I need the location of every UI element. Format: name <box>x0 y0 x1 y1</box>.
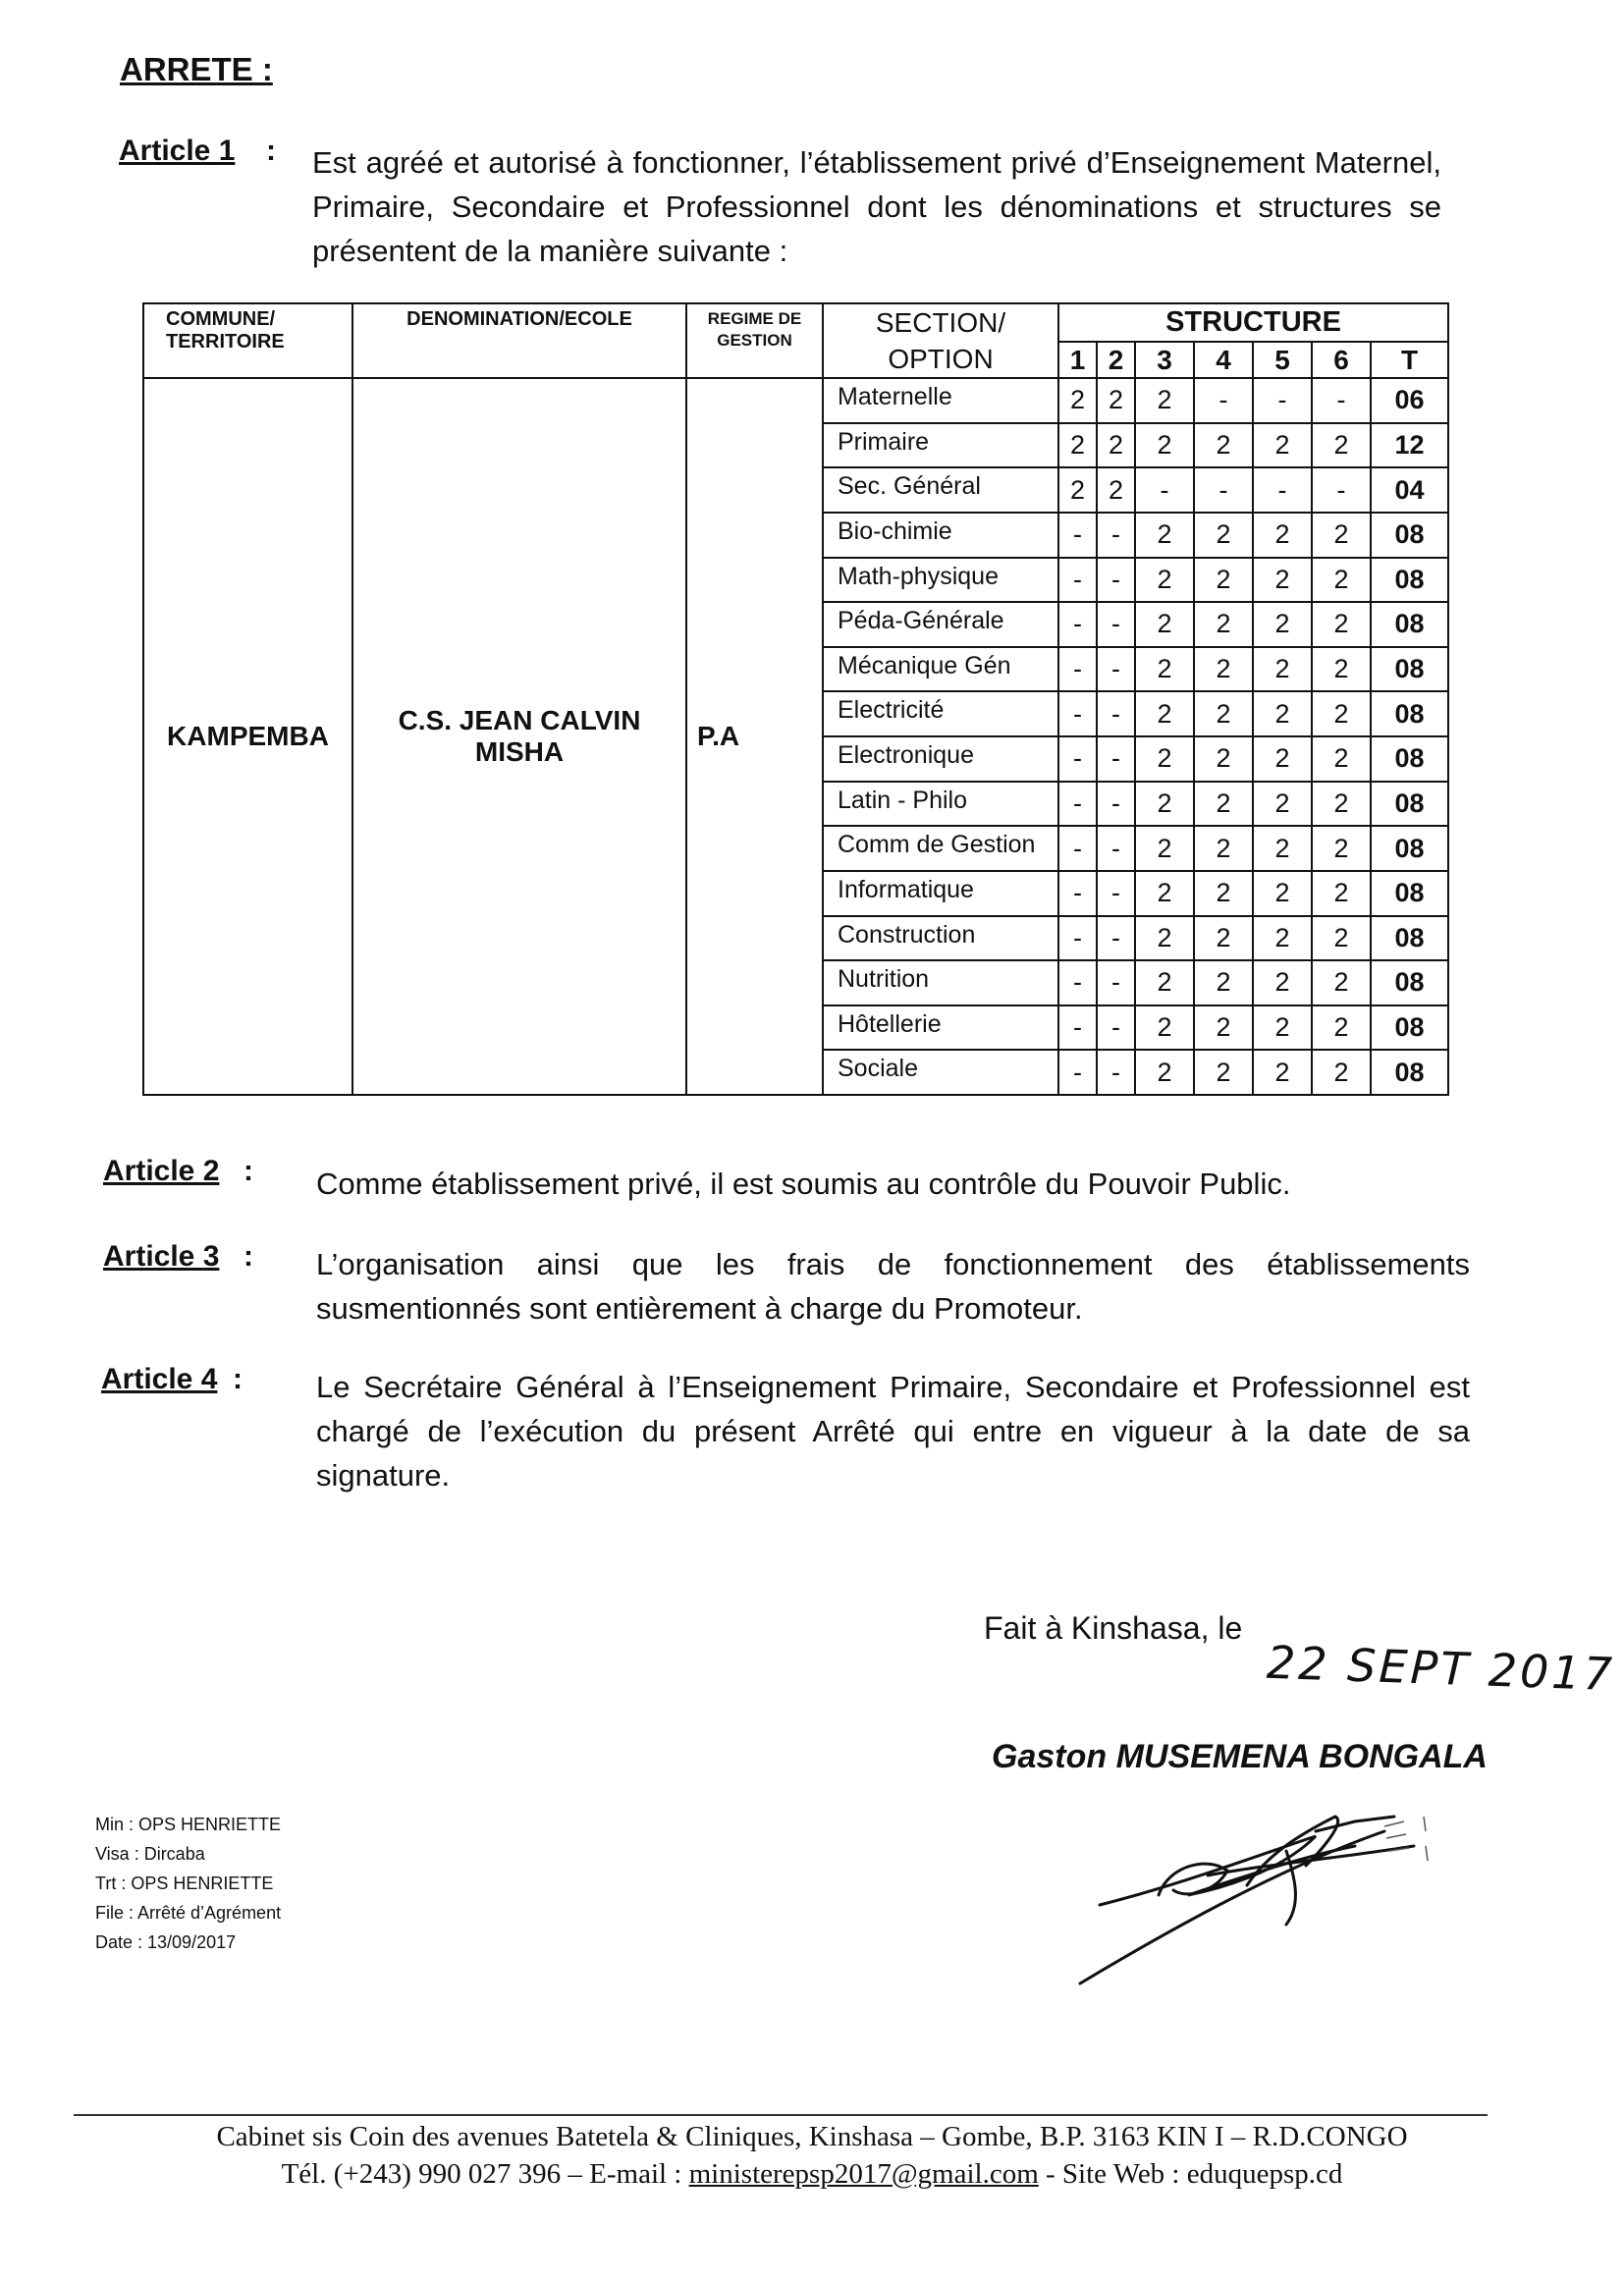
cell-level-1: - <box>1058 826 1097 871</box>
header-level-3: 3 <box>1135 342 1194 378</box>
cell-option: Bio-chimie <box>823 513 1058 558</box>
cell-option: Péda-Générale <box>823 602 1058 647</box>
article-3-text: L’organisation ainsi que les frais de fonctionnement des établissements susmentionnés sont entièrement à charge du Promoteur. <box>316 1247 1470 1326</box>
article-2-label: Article 2 <box>103 1155 220 1187</box>
cell-total: 08 <box>1371 691 1448 736</box>
header-denomination: DENOMINATION/ECOLE <box>352 303 686 378</box>
cell-level-4: 2 <box>1194 826 1253 871</box>
cell-level-1: - <box>1058 602 1097 647</box>
cell-total: 08 <box>1371 558 1448 603</box>
cell-regime: P.A <box>686 378 823 1095</box>
cell-total: 04 <box>1371 467 1448 513</box>
cell-total: 08 <box>1371 871 1448 916</box>
cell-level-2: - <box>1097 513 1135 558</box>
article-2-colon: : <box>244 1155 253 1187</box>
structure-table-body <box>143 378 1448 1095</box>
cell-total: 08 <box>1371 826 1448 871</box>
cell-level-3: 2 <box>1135 826 1194 871</box>
cell-level-5: 2 <box>1253 916 1312 961</box>
cell-level-5: - <box>1253 467 1312 513</box>
cell-level-2: - <box>1097 647 1135 692</box>
cell-option: Electronique <box>823 736 1058 782</box>
decree-heading: ARRETE : <box>120 51 273 87</box>
cell-total: 08 <box>1371 602 1448 647</box>
footer-contact <box>0 2158 1624 2191</box>
cell-level-6: 2 <box>1312 558 1371 603</box>
header-section-option: SECTION/ OPTION <box>823 303 1058 378</box>
cell-option: Mécanique Gén <box>823 647 1058 692</box>
table-row <box>143 378 1448 423</box>
cell-level-1: - <box>1058 513 1097 558</box>
cell-option: Construction <box>823 916 1058 961</box>
cell-level-4: 2 <box>1194 736 1253 782</box>
cell-level-6: 2 <box>1312 916 1371 961</box>
cell-level-1: - <box>1058 1005 1097 1051</box>
cell-level-4: 2 <box>1194 647 1253 692</box>
cell-level-2: 2 <box>1097 423 1135 468</box>
header-total: T <box>1371 342 1448 378</box>
cell-total: 08 <box>1371 782 1448 827</box>
cell-level-1: - <box>1058 647 1097 692</box>
cell-level-2: - <box>1097 782 1135 827</box>
article-2-text: Comme établissement privé, il est soumis au contrôle du Pouvoir Public. <box>316 1167 1291 1201</box>
cell-level-2: - <box>1097 558 1135 603</box>
cell-total: 08 <box>1371 647 1448 692</box>
footer-address: Cabinet sis Coin des avenues Batetela & Cliniques, Kinshasa – Gombe, B.P. 3163 KIN I – R.D.CONGO <box>216 2121 1408 2152</box>
cell-level-2: 2 <box>1097 467 1135 513</box>
cell-level-4: - <box>1194 467 1253 513</box>
cell-level-6: 2 <box>1312 691 1371 736</box>
cell-level-4: 2 <box>1194 691 1253 736</box>
cell-total: 12 <box>1371 423 1448 468</box>
cell-level-2: 2 <box>1097 378 1135 423</box>
cell-level-1: - <box>1058 960 1097 1005</box>
cell-level-3: 2 <box>1135 378 1194 423</box>
ref-visa: Visa : Dircaba <box>95 1844 205 1864</box>
cell-level-6: 2 <box>1312 960 1371 1005</box>
footer-email-link[interactable]: ministerepsp2017@gmail.com <box>688 2158 1039 2190</box>
cell-level-2: - <box>1097 736 1135 782</box>
cell-level-6: 2 <box>1312 602 1371 647</box>
cell-level-3: 2 <box>1135 558 1194 603</box>
article-4-colon: : <box>233 1363 243 1395</box>
footer-rule <box>74 2114 1488 2116</box>
cell-total: 08 <box>1371 513 1448 558</box>
cell-level-2: - <box>1097 1050 1135 1095</box>
cell-level-3: 2 <box>1135 691 1194 736</box>
ref-trt: Trt : OPS HENRIETTE <box>95 1874 274 1893</box>
header-level-5: 5 <box>1253 342 1312 378</box>
signature-place: Fait à Kinshasa, le <box>984 1610 1243 1646</box>
document-references <box>95 1810 281 1957</box>
cell-option: Electricité <box>823 691 1058 736</box>
cell-level-1: - <box>1058 871 1097 916</box>
cell-level-3: 2 <box>1135 423 1194 468</box>
cell-option: Math-physique <box>823 558 1058 603</box>
cell-level-3: 2 <box>1135 602 1194 647</box>
cell-option: Hôtellerie <box>823 1005 1058 1051</box>
cell-option: Nutrition <box>823 960 1058 1005</box>
cell-level-5: 2 <box>1253 1050 1312 1095</box>
article-4-text: Le Secrétaire Général à l’Enseignement Primaire, Secondaire et Professionnel est chargé de l’exécution du présent Arrêté qui entre en vigueur à la date de sa signature. <box>316 1370 1470 1493</box>
header-structure: STRUCTURE <box>1058 303 1448 342</box>
signer-name: Gaston MUSEMENA BONGALA <box>992 1738 1488 1775</box>
cell-option: Latin - Philo <box>823 782 1058 827</box>
cell-level-2: - <box>1097 871 1135 916</box>
cell-level-5: 2 <box>1253 871 1312 916</box>
cell-total: 08 <box>1371 916 1448 961</box>
cell-total: 08 <box>1371 1050 1448 1095</box>
cell-level-1: - <box>1058 736 1097 782</box>
cell-total: 06 <box>1371 378 1448 423</box>
header-level-1: 1 <box>1058 342 1097 378</box>
cell-level-3: - <box>1135 467 1194 513</box>
cell-level-6: 2 <box>1312 736 1371 782</box>
cell-level-2: - <box>1097 916 1135 961</box>
cell-level-2: - <box>1097 1005 1135 1051</box>
cell-level-5: 2 <box>1253 602 1312 647</box>
cell-level-6: - <box>1312 467 1371 513</box>
cell-level-1: 2 <box>1058 467 1097 513</box>
cell-level-4: 2 <box>1194 960 1253 1005</box>
cell-level-3: 2 <box>1135 647 1194 692</box>
cell-level-5: 2 <box>1253 960 1312 1005</box>
cell-level-6: 2 <box>1312 782 1371 827</box>
cell-total: 08 <box>1371 1005 1448 1051</box>
cell-level-1: - <box>1058 691 1097 736</box>
cell-level-3: 2 <box>1135 736 1194 782</box>
cell-option: Informatique <box>823 871 1058 916</box>
header-level-4: 4 <box>1194 342 1253 378</box>
cell-total: 08 <box>1371 736 1448 782</box>
cell-level-6: 2 <box>1312 647 1371 692</box>
cell-option: Maternelle <box>823 378 1058 423</box>
cell-level-5: 2 <box>1253 647 1312 692</box>
cell-level-3: 2 <box>1135 782 1194 827</box>
article-1-colon: : <box>266 135 276 167</box>
header-regime: REGIME DE GESTION <box>686 303 823 378</box>
cell-level-5: 2 <box>1253 826 1312 871</box>
cell-level-4: 2 <box>1194 782 1253 827</box>
cell-level-5: 2 <box>1253 736 1312 782</box>
cell-level-3: 2 <box>1135 1050 1194 1095</box>
cell-option: Primaire <box>823 423 1058 468</box>
cell-level-4: 2 <box>1194 602 1253 647</box>
cell-level-3: 2 <box>1135 871 1194 916</box>
signature-date-stamp: 22 SEPT 2017 <box>1266 1635 1616 1702</box>
cell-level-5: 2 <box>1253 513 1312 558</box>
cell-level-5: 2 <box>1253 423 1312 468</box>
cell-level-1: 2 <box>1058 378 1097 423</box>
cell-level-6: 2 <box>1312 871 1371 916</box>
cell-level-6: 2 <box>1312 1050 1371 1095</box>
cell-level-1: - <box>1058 558 1097 603</box>
cell-level-2: - <box>1097 960 1135 1005</box>
cell-level-1: - <box>1058 1050 1097 1095</box>
cell-level-6: 2 <box>1312 423 1371 468</box>
cell-level-1: - <box>1058 782 1097 827</box>
cell-level-4: 2 <box>1194 558 1253 603</box>
cell-level-4: 2 <box>1194 916 1253 961</box>
structure-table <box>142 302 1449 1096</box>
cell-level-4: 2 <box>1194 871 1253 916</box>
cell-level-2: - <box>1097 691 1135 736</box>
header-level-6: 6 <box>1312 342 1371 378</box>
cell-level-5: 2 <box>1253 558 1312 603</box>
cell-level-4: 2 <box>1194 423 1253 468</box>
footer-site: - Site Web : eduquepsp.cd <box>1046 2158 1343 2190</box>
handwritten-signature <box>1060 1777 1453 1993</box>
article-4-label: Article 4 <box>101 1363 218 1395</box>
cell-level-4: 2 <box>1194 1050 1253 1095</box>
header-commune: COMMUNE/ TERRITOIRE <box>143 303 352 378</box>
cell-level-6: 2 <box>1312 1005 1371 1051</box>
cell-level-4: 2 <box>1194 1005 1253 1051</box>
header-level-2: 2 <box>1097 342 1135 378</box>
cell-level-2: - <box>1097 602 1135 647</box>
cell-commune: KAMPEMBA <box>143 378 352 1095</box>
cell-denomination: C.S. JEAN CALVIN MISHA <box>352 378 686 1095</box>
cell-option: Comm de Gestion <box>823 826 1058 871</box>
ref-min: Min : OPS HENRIETTE <box>95 1815 282 1834</box>
cell-level-4: - <box>1194 378 1253 423</box>
cell-level-5: - <box>1253 378 1312 423</box>
cell-level-5: 2 <box>1253 782 1312 827</box>
article-3-colon: : <box>244 1240 253 1273</box>
cell-total: 08 <box>1371 960 1448 1005</box>
cell-level-3: 2 <box>1135 960 1194 1005</box>
cell-level-6: 2 <box>1312 513 1371 558</box>
cell-level-3: 2 <box>1135 916 1194 961</box>
cell-level-6: - <box>1312 378 1371 423</box>
cell-level-5: 2 <box>1253 1005 1312 1051</box>
ref-date: Date : 13/09/2017 <box>95 1932 237 1952</box>
article-1-label: Article 1 <box>119 135 236 167</box>
ref-file: File : Arrêté d’Agrément <box>95 1903 282 1923</box>
article-3-label: Article 3 <box>103 1240 220 1273</box>
cell-level-1: 2 <box>1058 423 1097 468</box>
footer-tel: Tél. (+243) 990 027 396 – E-mail : <box>281 2158 682 2190</box>
cell-level-2: - <box>1097 826 1135 871</box>
cell-level-6: 2 <box>1312 826 1371 871</box>
article-1-text: Est agréé et autorisé à fonctionner, l’établissement privé d’Enseignement Maternel, Primaire, Secondaire et Professionnel dont les dénominations et structures se présentent de la manière suivante : <box>312 145 1441 268</box>
cell-level-1: - <box>1058 916 1097 961</box>
cell-option: Sec. Général <box>823 467 1058 513</box>
cell-level-5: 2 <box>1253 691 1312 736</box>
cell-level-3: 2 <box>1135 1005 1194 1051</box>
cell-option: Sociale <box>823 1050 1058 1095</box>
cell-level-4: 2 <box>1194 513 1253 558</box>
cell-level-3: 2 <box>1135 513 1194 558</box>
